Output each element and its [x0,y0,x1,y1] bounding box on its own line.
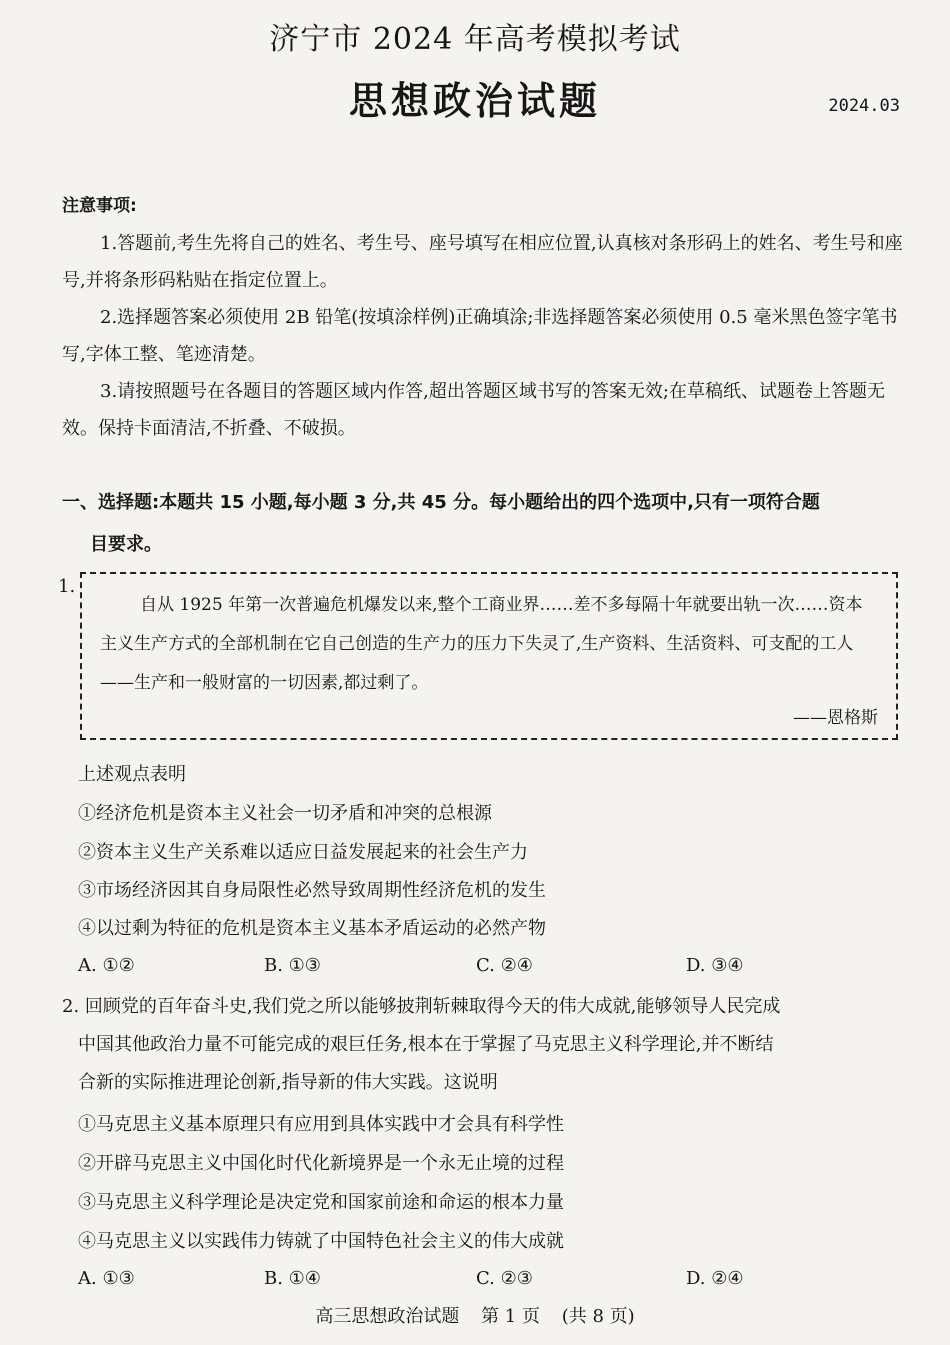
option-d: D. ②④ [686,1268,744,1289]
section-heading-line: 目要求。 [90,534,162,555]
statement: ①经济危机是资本主义社会一切矛盾和冲突的总根源 [78,803,492,824]
footer-page: 第 1 页 [481,1306,540,1327]
quote-source: ——恩格斯 [793,708,878,728]
footer-subject: 高三思想政治试题 [315,1306,460,1327]
statement: ①马克思主义基本原理只有应用到具体实践中才会具有科学性 [78,1114,564,1135]
exam-date: 2024.03 [828,96,900,116]
option-b: B. ①④ [264,1268,321,1289]
quote-text: 自从 1925 年第一次普遍危机爆发以来,整个工商业界……差不多每隔十年就要出轨一次……资本主义生产方式的全部机制在它自己创造的生产力的压力下失灵了,生产资料、生活资料、可支配的工人——生产和一般财富的一切因素,都过剩了。 [100,595,863,693]
footer-total: (共 8 页) [561,1306,635,1327]
statement: ④马克思主义以实践伟力铸就了中国特色社会主义的伟大成就 [78,1231,564,1252]
option-d: D. ③④ [686,955,744,976]
statement: ③马克思主义科学理论是决定党和国家前途和命运的根本力量 [78,1192,564,1213]
notice-block [62,188,907,447]
question-line: 2. 回顾党的百年奋斗史,我们党之所以能够披荆斩棘取得今天的伟大成就,能够领导人民完成 [62,996,781,1017]
option-c: C. ②③ [476,1268,533,1289]
question-number: 1. [58,576,76,597]
statement: ④以过剩为特征的危机是资本主义基本矛盾运动的必然产物 [78,918,546,939]
section-heading [62,482,910,566]
option-a: A. ①② [78,955,135,976]
question-stem: 上述观点表明 [78,764,186,785]
statement: ③市场经济因其自身局限性必然导致周期性经济危机的发生 [78,880,546,901]
page-footer [0,1302,950,1328]
option-c: C. ②④ [476,955,533,976]
statement: ②开辟马克思主义中国化时代化新境界是一个永无止境的过程 [78,1153,564,1174]
notice-item: 2.选择题答案必须使用 2B 铅笔(按填涂样例)正确填涂;非选择题答案必须使用 0.5 毫米黑色签字笔书写,字体工整、笔迹清楚。 [62,307,898,365]
notice-heading: 注意事项: [62,196,137,216]
option-a: A. ①③ [78,1268,135,1289]
question-line: 合新的实际推进理论创新,指导新的伟大实践。这说明 [78,1072,498,1093]
notice-item: 3.请按照题号在各题目的答题区域内作答,超出答题区域书写的答案无效;在草稿纸、试题卷上答题无效。保持卡面清洁,不折叠、不破损。 [62,381,885,439]
subject-title: 思想政治试题 [348,78,601,123]
exam-title: 济宁市 2024 年高考模拟考试 [269,22,681,57]
option-b: B. ①③ [264,955,321,976]
quote-box [80,572,898,740]
section-heading-line: 一、选择题:本题共 15 小题,每小题 3 分,共 45 分。每小题给出的四个选项中,只有一项符合题 [62,492,820,513]
notice-item: 1.答题前,考生先将自己的姓名、考生号、座号填写在相应位置,认真核对条形码上的姓名、考生号和座号,并将条形码粘贴在指定位置上。 [62,233,903,291]
question-line: 中国其他政治力量不可能完成的艰巨任务,根本在于掌握了马克思主义科学理论,并不断结 [78,1034,774,1055]
statement: ②资本主义生产关系难以适应日益发展起来的社会生产力 [78,842,528,863]
question-2-text [62,988,912,1102]
